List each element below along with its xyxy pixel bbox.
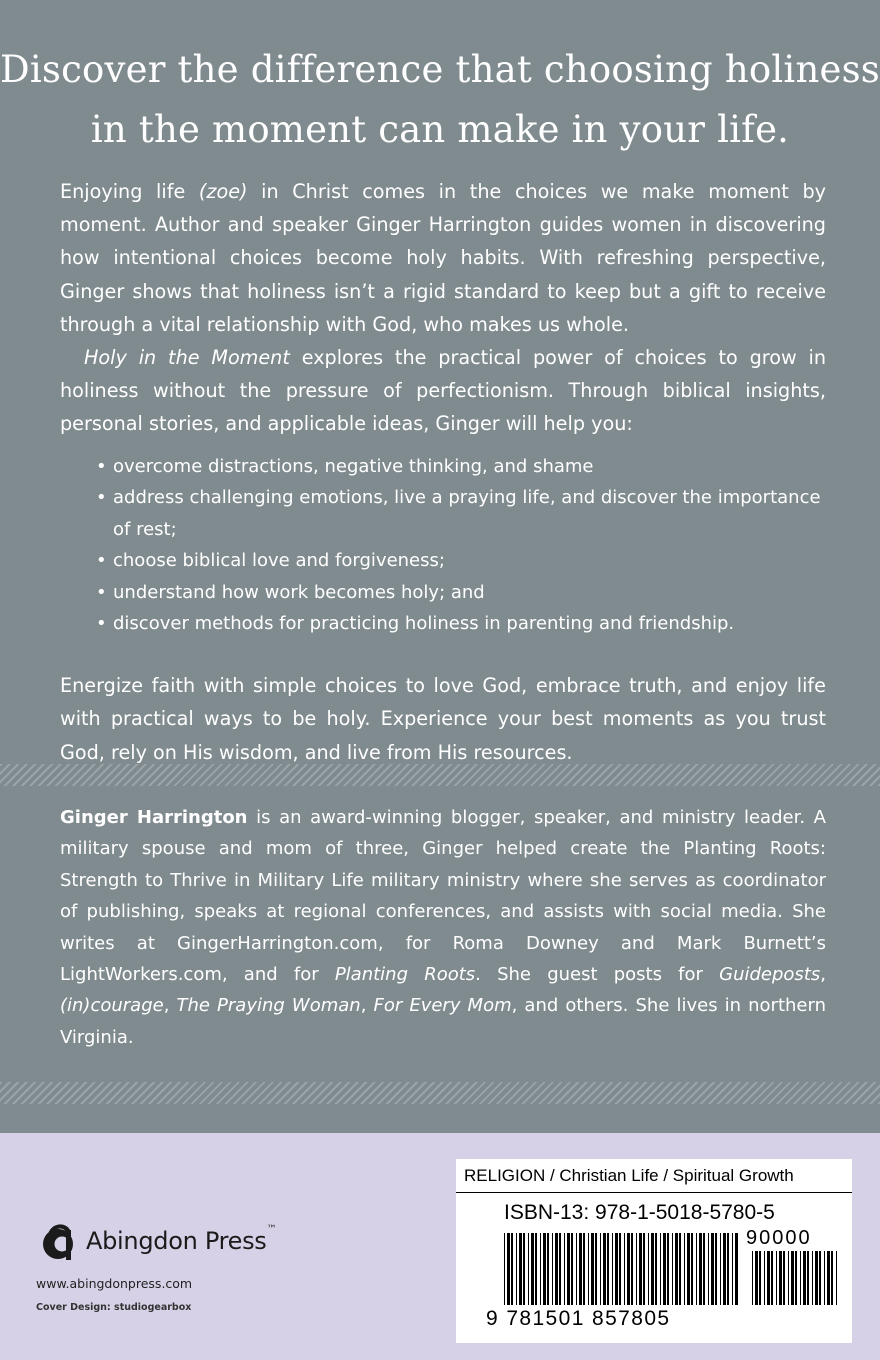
barcode-bar bbox=[735, 1233, 738, 1305]
barcode-bar bbox=[831, 1251, 833, 1305]
barcode-bar bbox=[755, 1251, 758, 1305]
barcode-bar bbox=[824, 1251, 825, 1305]
trademark-symbol: ™ bbox=[266, 1224, 277, 1235]
barcode-bar bbox=[708, 1233, 709, 1305]
price-code: 90000 bbox=[746, 1227, 812, 1249]
list-item: • overcome distractions, negative thinking, and shame bbox=[96, 451, 836, 482]
barcode-bar bbox=[595, 1233, 597, 1305]
barcode-bar bbox=[619, 1233, 621, 1305]
description-paragraph-2 bbox=[60, 341, 826, 441]
book-title-italic: Holy in the Moment bbox=[84, 346, 290, 370]
barcode-bar bbox=[583, 1233, 585, 1305]
barcode-bar bbox=[667, 1233, 669, 1305]
barcode-bar bbox=[679, 1233, 681, 1305]
divider-stripe bbox=[0, 1082, 880, 1104]
barcode-bar bbox=[639, 1233, 642, 1305]
barcode-bar bbox=[783, 1251, 785, 1305]
barcode-bar bbox=[727, 1233, 729, 1305]
barcode-bar bbox=[535, 1233, 537, 1305]
barcode-bar bbox=[567, 1233, 570, 1305]
isbn-label: ISBN-13: 978-1-5018-5780-5 bbox=[504, 1201, 775, 1224]
barcode-digits: 9 781501 857805 bbox=[486, 1307, 671, 1330]
barcode-bar bbox=[819, 1251, 821, 1305]
barcode-bar bbox=[767, 1251, 770, 1305]
barcode-bar bbox=[764, 1251, 765, 1305]
list-item: • address challenging emotions, live a praying life, and discover the importance of rest; bbox=[96, 482, 836, 545]
headline-line-1: Discover the difference that choosing holiness bbox=[0, 48, 880, 91]
zoe-term: (zoe) bbox=[198, 180, 248, 203]
isbn-barcode bbox=[504, 1233, 744, 1305]
bio-italic: The Praying Woman bbox=[176, 995, 361, 1017]
headline-line-2: in the moment can make in your life. bbox=[90, 108, 790, 151]
barcode-bar bbox=[504, 1233, 505, 1305]
barcode-bar bbox=[523, 1233, 525, 1305]
benefits-list bbox=[96, 451, 836, 639]
barcode-bar bbox=[827, 1251, 830, 1305]
barcode-bar bbox=[759, 1251, 761, 1305]
barcode-bar bbox=[803, 1251, 806, 1305]
publisher-website: www.abingdonpress.com bbox=[36, 1276, 193, 1291]
publisher-name: Abingdon Press bbox=[86, 1227, 267, 1255]
divider-stripe bbox=[0, 764, 880, 786]
bio-italic: Planting Roots bbox=[334, 964, 476, 986]
barcode-bar bbox=[720, 1233, 721, 1305]
barcode-bar bbox=[699, 1233, 702, 1305]
barcode-bar bbox=[776, 1251, 777, 1305]
cover-design-credit: Cover Design: studiogearbox bbox=[36, 1302, 192, 1313]
description-text: in Christ comes in the choices we make moment by moment. Author and speaker Ginger Harrington guides women in discovering how intentional choices become holy habits. With refreshing perspective, Ginger shows that holiness isn’t a rigid standard to keep but a gift to receive through a vital relationship with God, who makes us whole. bbox=[60, 180, 826, 336]
barcode-bar bbox=[655, 1233, 657, 1305]
barcode-bar bbox=[723, 1233, 726, 1305]
barcode-bar bbox=[732, 1233, 733, 1305]
barcode-bar bbox=[696, 1233, 697, 1305]
barcode-bar bbox=[631, 1233, 633, 1305]
barcode-bar bbox=[800, 1251, 801, 1305]
description-text: Enjoying life bbox=[60, 180, 199, 203]
barcode-bar bbox=[684, 1233, 685, 1305]
closing-paragraph: Energize faith with simple choices to love God, embrace truth, and enjoy life with practical ways to be holy. Experience your best moments as you trust God, rely on His wisdom, and live from His resources. bbox=[60, 674, 826, 764]
bio-text: , bbox=[360, 995, 374, 1017]
barcode-bar bbox=[752, 1251, 753, 1305]
bio-text: , bbox=[163, 995, 177, 1017]
barcode-bar bbox=[624, 1233, 625, 1305]
barcode-bar bbox=[788, 1251, 789, 1305]
barcode-bar bbox=[795, 1251, 797, 1305]
barcode-bar bbox=[603, 1233, 606, 1305]
barcode-bar bbox=[687, 1233, 690, 1305]
bio-text: , bbox=[820, 964, 826, 986]
list-item: • choose biblical love and forgiveness; bbox=[96, 545, 836, 576]
price-addon-barcode bbox=[752, 1251, 840, 1305]
barcode-bar bbox=[715, 1233, 717, 1305]
barcode-bar bbox=[807, 1251, 809, 1305]
barcode-bar bbox=[591, 1233, 594, 1305]
bio-italic: For Every Mom bbox=[373, 995, 512, 1017]
barcode-bar bbox=[576, 1233, 577, 1305]
barcode-bar bbox=[564, 1233, 565, 1305]
barcode-bar bbox=[531, 1233, 534, 1305]
headline bbox=[0, 40, 880, 160]
barcode-box bbox=[456, 1159, 852, 1343]
barcode-bar bbox=[511, 1233, 513, 1305]
book-description bbox=[60, 175, 826, 441]
barcode-bar bbox=[648, 1233, 649, 1305]
barcode-bar bbox=[543, 1233, 546, 1305]
barcode-bar bbox=[519, 1233, 522, 1305]
bio-text: . She guest posts for bbox=[475, 964, 720, 986]
bio-text: , and others. She lives in northern Virginia. bbox=[60, 995, 826, 1048]
barcode-bar bbox=[588, 1233, 589, 1305]
author-name: Ginger Harrington bbox=[60, 807, 248, 828]
bio-text: is an award-winning blogger, speaker, and ministry leader. A military spouse and mom of three, Ginger helped create the Planting Roots: Strength to Thrive in Military Life military ministry where she serves as coordinator of publishing, speaks at regional conferences, and assists with social media. She writes at GingerHarrington.com, for Roma Downey and Mark Burnett’s LightWorkers.com, and for bbox=[60, 807, 826, 986]
barcode-bar bbox=[571, 1233, 573, 1305]
barcode-bar bbox=[703, 1233, 705, 1305]
barcode-bar bbox=[643, 1233, 645, 1305]
barcode-bar bbox=[540, 1233, 541, 1305]
barcode-bar bbox=[612, 1233, 613, 1305]
barcode-bar bbox=[663, 1233, 666, 1305]
barcode-bar bbox=[651, 1233, 654, 1305]
barcode-bar bbox=[547, 1233, 549, 1305]
barcode-bar bbox=[607, 1233, 609, 1305]
barcode-bar bbox=[691, 1233, 693, 1305]
publisher-logo bbox=[36, 1220, 277, 1262]
bisac-category: RELIGION / Christian Life / Spiritual Growth bbox=[456, 1159, 852, 1193]
barcode-bar bbox=[507, 1233, 510, 1305]
abingdon-logo-icon bbox=[36, 1220, 80, 1262]
barcode-bar bbox=[675, 1233, 678, 1305]
description-paragraph-1 bbox=[60, 175, 826, 341]
barcode-bar bbox=[660, 1233, 661, 1305]
barcode-bar bbox=[579, 1233, 582, 1305]
barcode-bar bbox=[815, 1251, 818, 1305]
barcode-bar bbox=[528, 1233, 529, 1305]
author-bio bbox=[60, 802, 826, 1053]
bio-italic: Guideposts bbox=[719, 964, 821, 986]
barcode-bar bbox=[516, 1233, 517, 1305]
barcode-bar bbox=[779, 1251, 782, 1305]
barcode-bar bbox=[600, 1233, 601, 1305]
barcode-bar bbox=[559, 1233, 561, 1305]
barcode-bar bbox=[771, 1251, 773, 1305]
barcode-bar bbox=[791, 1251, 794, 1305]
barcode-bar bbox=[627, 1233, 630, 1305]
barcode-bar bbox=[636, 1233, 637, 1305]
barcode-bar bbox=[672, 1233, 673, 1305]
description-text: explores the practical power of choices to grow in holiness without the pressure of perfectionism. Through biblical insights, personal stories, and applicable ideas, Ginger will help you: bbox=[60, 346, 827, 436]
barcode-bar bbox=[836, 1251, 837, 1305]
list-item: • discover methods for practicing holiness in parenting and friendship. bbox=[96, 608, 836, 639]
barcode-bar bbox=[615, 1233, 618, 1305]
list-item: • understand how work becomes holy; and bbox=[96, 577, 836, 608]
bio-italic: (in)courage bbox=[60, 995, 164, 1017]
barcode-bar bbox=[812, 1251, 813, 1305]
barcode-bar bbox=[552, 1233, 553, 1305]
barcode-bar bbox=[555, 1233, 558, 1305]
barcode-bar bbox=[711, 1233, 714, 1305]
